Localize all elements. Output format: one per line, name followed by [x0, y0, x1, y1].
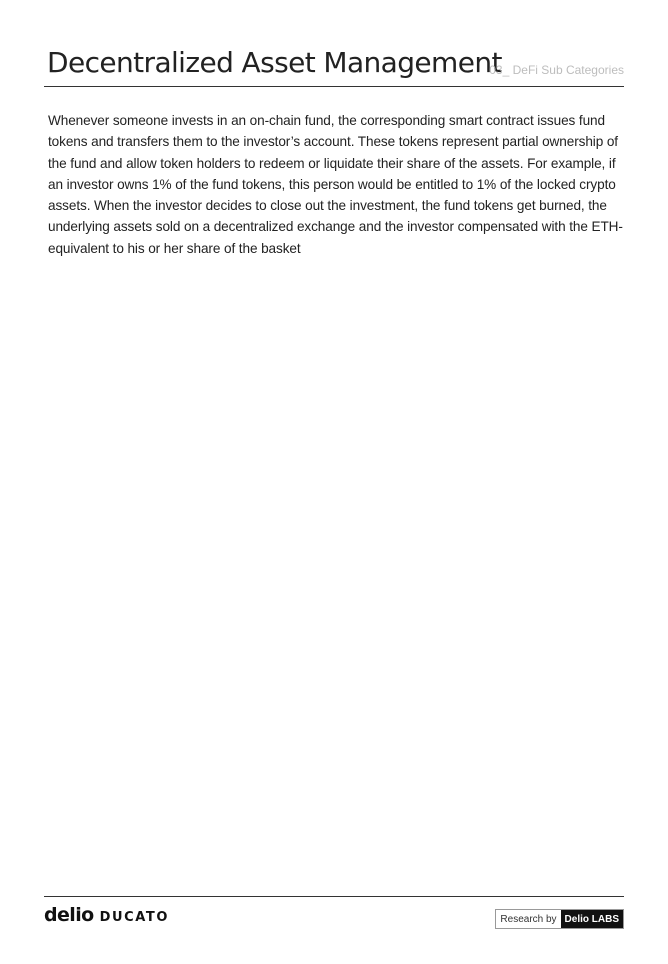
page-header [44, 44, 624, 87]
research-by-label: Research by [496, 910, 560, 928]
logo-ducato-text: DUCATO [99, 910, 170, 925]
research-badge [495, 909, 624, 929]
logo-delio-text: delio [44, 904, 94, 926]
page-title: Decentralized Asset Management [47, 46, 502, 79]
page-footer [44, 896, 624, 937]
research-brand-label: Delio LABS [561, 910, 623, 928]
delio-ducato-logo [44, 904, 169, 926]
section-label: 03_ DeFi Sub Categories [489, 63, 624, 77]
body-paragraph: Whenever someone invests in an on-chain fund, the corresponding smart contract issues fund tokens and transfers them to the investor’s account. These tokens represent partial ownership of the fund and allow token holders to redeem or liquidate their share of the assets. For example, if an investor owns 1% of the fund tokens, this person would be entitled to 1% of the locked crypto assets. When the investor decides to close out the investment, the fund tokens get burned, the underlying assets sold on a decentralized exchange and the investor compensated with the ETH-equivalent to his or her share of the basket [48, 113, 623, 256]
